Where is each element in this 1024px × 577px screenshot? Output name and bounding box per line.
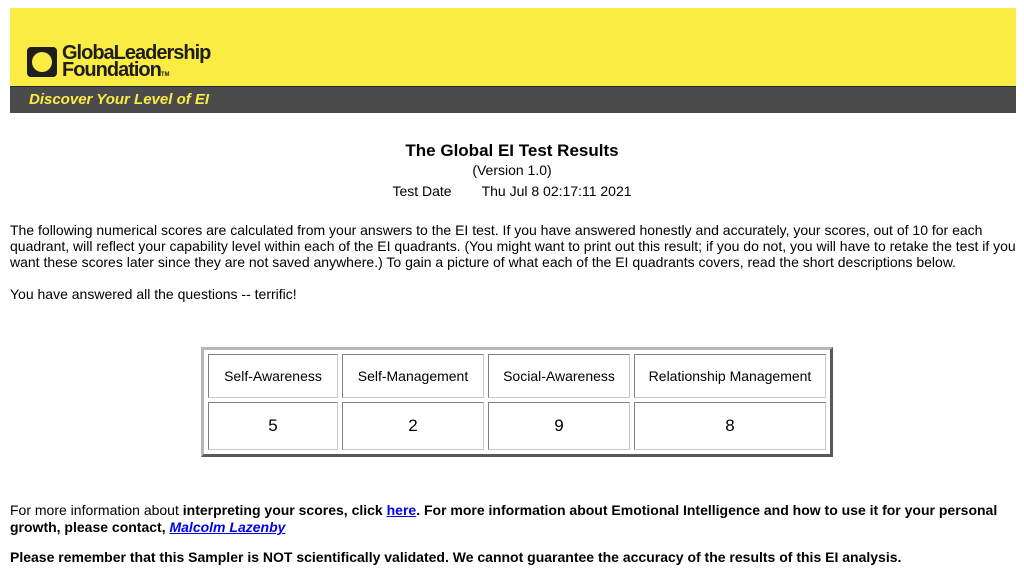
test-date-label: Test Date [392,183,452,199]
logo-line-1: GlobaLeadership [62,42,211,64]
score-header-row [208,354,826,398]
ring-logo-icon [27,47,57,77]
logo-line-2: Foundation [62,59,161,81]
more-info-paragraph [10,502,1020,536]
logo-text [62,42,211,84]
site-logo[interactable] [27,42,211,84]
results-heading [0,141,1024,200]
more-info-prefix: For more information about [10,502,183,518]
contact-link[interactable]: Malcolm Lazenby [169,519,286,535]
score-value-row [208,402,826,450]
banner-tagline-bar [10,86,1016,113]
test-date-value: Thu Jul 8 02:17:11 2021 [481,183,632,199]
more-info-bold-2: . For more information about Emotional Intelligence and how to use it for your personal growth, please contact, [10,502,998,535]
answered-note: You have answered all the questions -- terrific! [10,286,297,302]
header-self-management: Self-Management [342,354,484,398]
disclaimer: Please remember that this Sampler is NOT scientifically validated. We cannot guarantee the accuracy of the results of this EI analysis. [10,549,902,565]
version-label: (Version 1.0) [472,162,552,178]
here-link[interactable]: here [386,502,417,518]
site-banner [10,8,1016,112]
more-info-bold-1: interpreting your scores, click [182,502,387,518]
header-social-awareness: Social-Awareness [488,354,630,398]
header-self-awareness: Self-Awareness [208,354,338,398]
score-self-awareness: 5 [208,402,338,450]
score-social-awareness: 9 [488,402,630,450]
tagline: Discover Your Level of EI [29,91,210,108]
banner-logo-area [10,8,1016,86]
score-table [201,347,833,457]
header-relationship-management: Relationship Management [634,354,826,398]
score-relationship-management: 8 [634,402,826,450]
trademark-mark: TM [160,72,170,78]
test-date-row [0,182,1024,200]
intro-paragraph: The following numerical scores are calculated from your answers to the EI test. If you have answered honestly and accurately, your scores, out of 10 for each quadrant, will reflect your capability level within each of the EI quadrants. (You might want to print out this result; if you do not, you will have to retake the test if you want these scores later since they are not saved anywhere.) To gain a picture of what each of the EI quadrants covers, read the short descriptions below. [10,222,1016,270]
score-self-management: 2 [342,402,484,450]
page-title: The Global EI Test Results [405,141,619,160]
